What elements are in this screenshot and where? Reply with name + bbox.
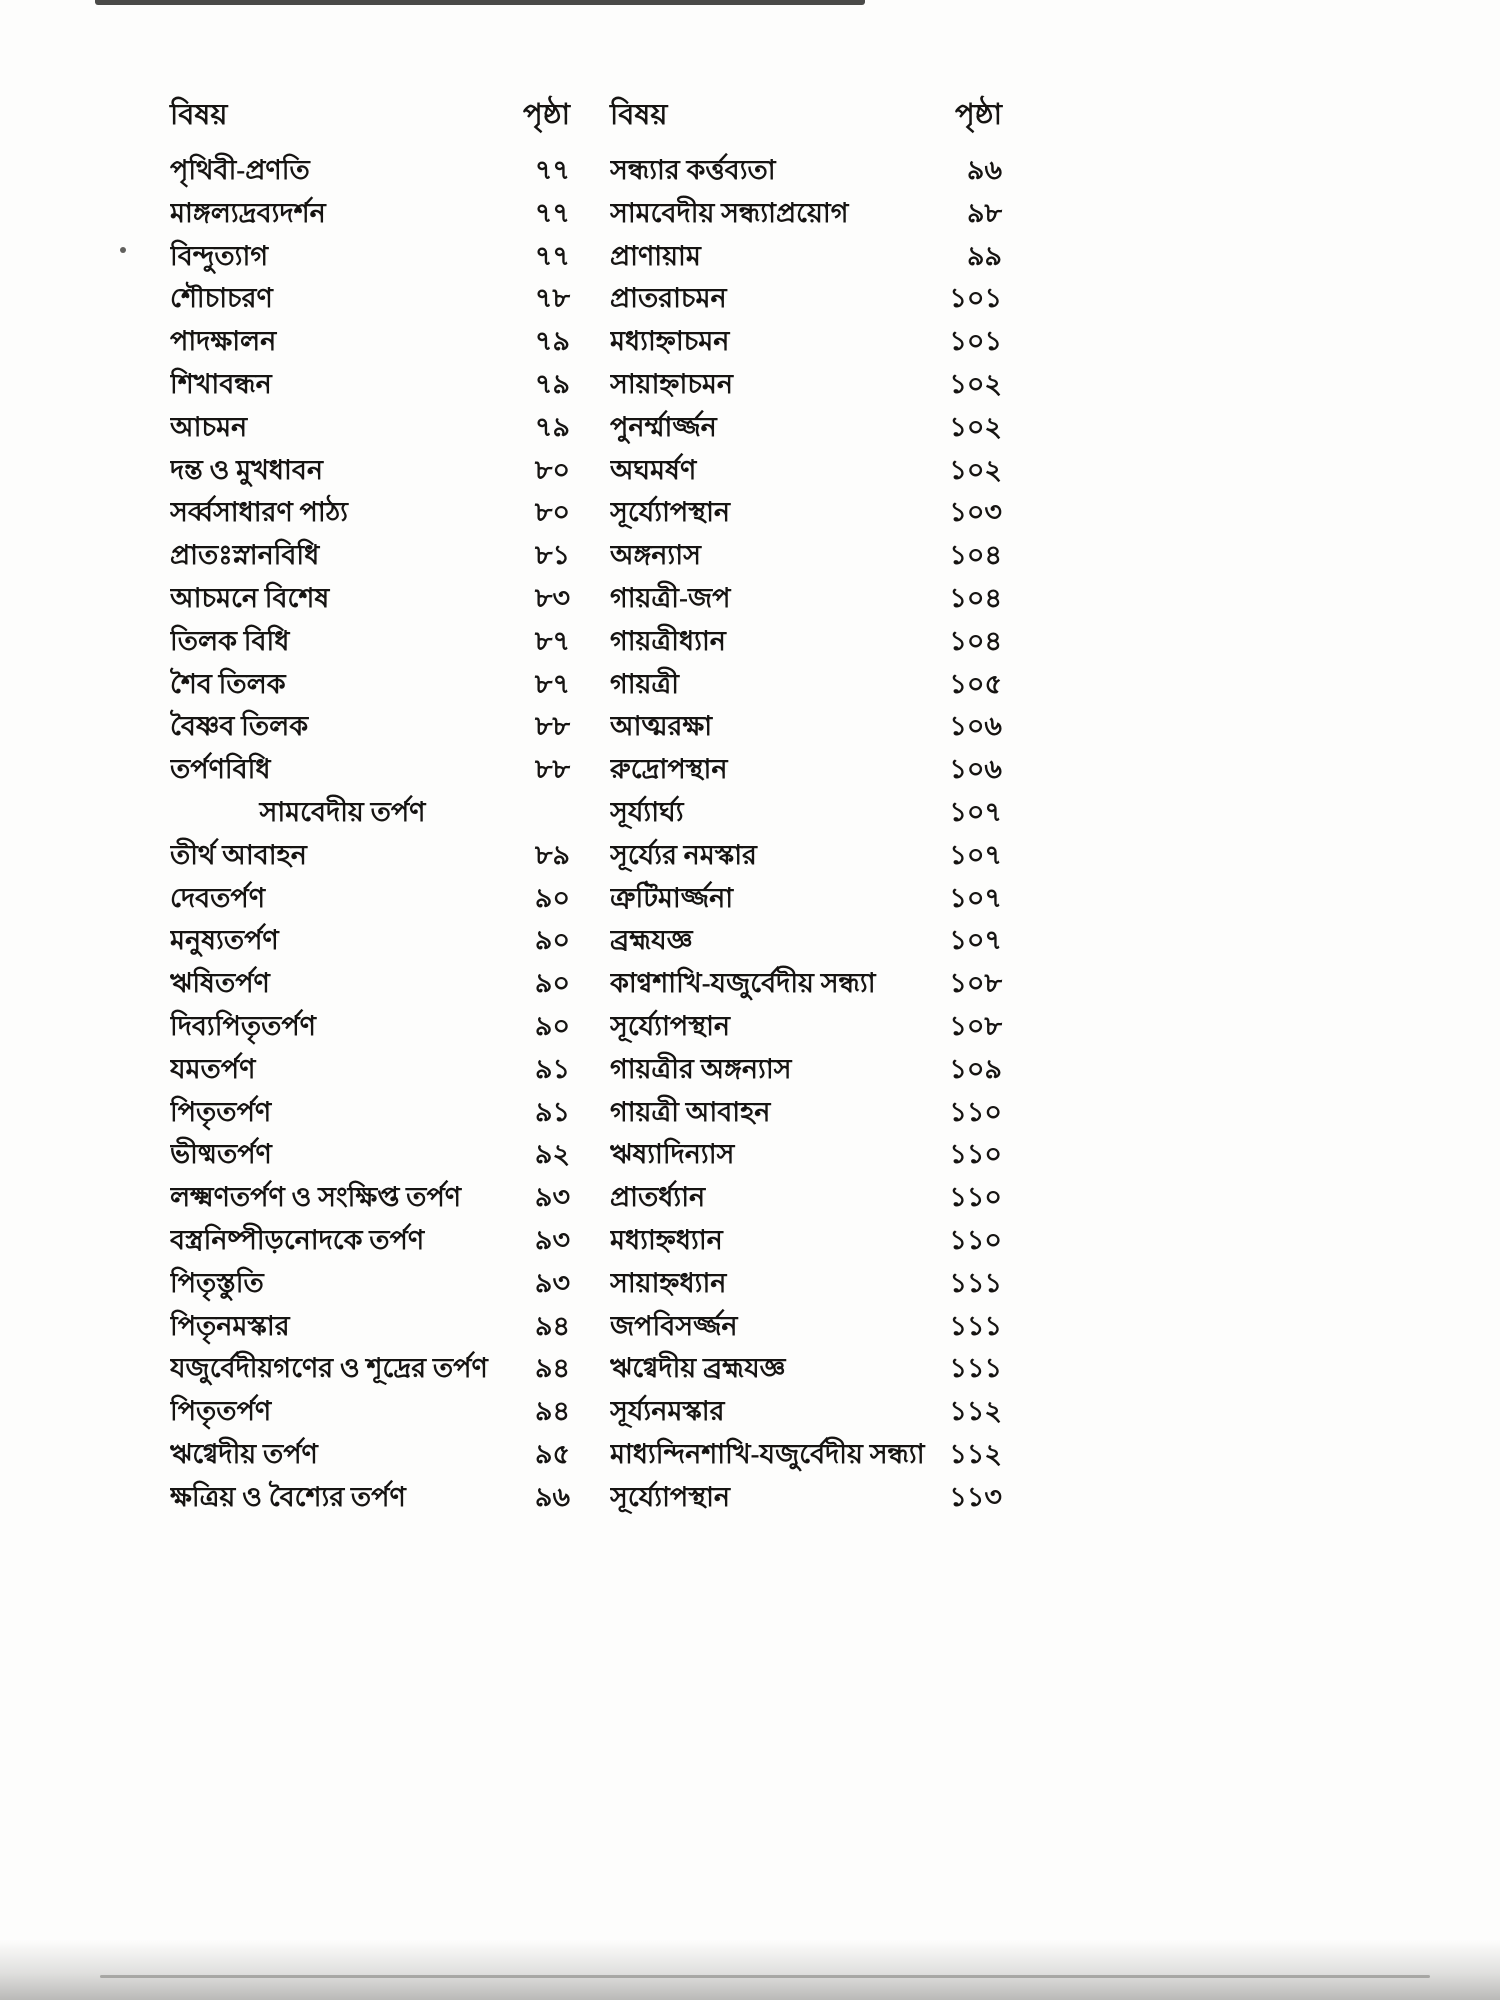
entry-page-number: ৯৩ [534,1182,570,1213]
entry-page-number: ৮৩ [534,582,570,613]
entry-title: আচমনে বিশেষ [170,582,330,613]
toc-row [610,364,1002,407]
entry-title: গায়ত্রীধ্যান [610,625,726,656]
entry-page-number: ১১২ [949,1438,1002,1469]
toc-row [170,1263,570,1306]
entry-page-number: ১০২ [949,454,1002,485]
entry-page-number: ৯০ [534,968,570,999]
toc-row [610,321,1002,364]
entry-page-number: ৮৭ [534,668,570,699]
entry-title: পুনর্ম্মার্জ্জন [610,411,717,442]
entry-title: দিব্যপিতৃতর্পণ [170,1010,316,1041]
toc-row [170,535,570,578]
entry-title: পৃথিবী-প্রণতি [170,155,310,185]
entry-title: ক্ষত্রিয় ও বৈশ্যের তর্পণ [170,1481,406,1512]
entry-title: শৈব তিলক [170,668,286,699]
entry-page-number: ১১১ [949,1353,1002,1384]
entry-page-number: ১০৪ [949,625,1002,656]
entry-title: প্রাণায়াম [610,240,701,271]
entry-page-number: ৮৮ [534,754,570,785]
toc-row [170,1306,570,1349]
entry-title: গায়ত্রী আবাহন [610,1096,771,1127]
entry-title: মাধ্যন্দিনশাখি-যজুর্বেদীয় সন্ধ্যা [610,1438,925,1469]
toc-row [610,407,1002,450]
toc-row [610,1177,1002,1220]
entry-page-number: ৭৭ [534,155,570,185]
toc-rows-left [170,150,570,1520]
entry-page-number: ১০৭ [949,796,1002,827]
entry-page-number: ৯৪ [534,1353,570,1384]
entry-title: পাদক্ষালন [170,326,277,357]
entry-page-number: ৯৩ [534,1224,570,1255]
entry-page-number: ৮৮ [534,711,570,742]
entry-title: প্রাতর্ধ্যান [610,1182,706,1213]
toc-row [610,450,1002,493]
entry-title: সর্ব্বসাধারণ পাঠ্য [170,497,348,528]
page-header-label: পৃষ্ঠা [955,99,1002,131]
entry-page-number: ৯১ [534,1096,570,1127]
entry-page-number: ৮০ [534,497,570,528]
entry-page-number: ৯৫ [534,1438,570,1469]
toc-row [610,835,1002,878]
entry-title: মনুষ্যতর্পণ [170,925,279,956]
entry-page-number: ১০৯ [949,1053,1002,1084]
entry-title: অঘমর্ষণ [610,454,697,485]
entry-page-number: ১০৩ [949,497,1002,528]
entry-page-number: ১১০ [949,1182,1002,1213]
entry-page-number: ১১১ [949,1267,1002,1298]
toc-row [610,578,1002,621]
toc-row [610,535,1002,578]
entry-page-number: ১০৪ [949,582,1002,613]
entry-page-number: ১১০ [949,1139,1002,1170]
entry-title: লক্ষ্মণতর্পণ ও সংক্ষিপ্ত তর্পণ [170,1182,462,1213]
entry-title: শৌচাচরণ [170,283,273,314]
toc-row [610,1434,1002,1477]
toc-row [170,835,570,878]
toc-row [170,492,570,535]
entry-page-number: ৭৭ [534,240,570,271]
subject-header-label: বিষয় [170,99,228,131]
entry-page-number: ৯৬ [966,155,1002,185]
toc-row [170,749,570,792]
entry-title: সন্ধ্যার কর্ত্তব্যতা [610,155,776,185]
entry-page-number: ১০১ [949,326,1002,357]
toc-row [170,1391,570,1434]
toc-row [610,1006,1002,1049]
entry-title: মধ্যাহ্নাচমন [610,326,730,357]
entry-title: ভীষ্মতর্পণ [170,1139,272,1170]
toc-row [610,706,1002,749]
toc-column-right [610,92,1002,1520]
entry-page-number: ১০৮ [949,968,1002,999]
entry-title: আচমন [170,411,248,442]
entry-title: যজুর্বেদীয়গণের ও শূদ্রের তর্পণ [170,1353,488,1384]
entry-title: বৈষ্ণব তিলক [170,711,309,742]
entry-page-number: ১০৮ [949,1010,1002,1041]
entry-title: ঋষিতর্পণ [170,968,270,999]
toc-row [170,450,570,493]
toc-row [170,920,570,963]
entry-page-number: ৯১ [534,1053,570,1084]
toc-row [610,878,1002,921]
toc-row [610,1477,1002,1520]
entry-page-number: ১০৬ [949,711,1002,742]
entry-page-number: ১০২ [949,368,1002,399]
entry-title: সূর্য্যের নমস্কার [610,839,757,870]
entry-title: ঋগ্বেদীয় ব্রহ্মযজ্ঞ [610,1353,786,1384]
toc-row [610,193,1002,236]
toc-row [610,749,1002,792]
toc-row [610,1220,1002,1263]
toc-row [170,1177,570,1220]
toc-row [170,1477,570,1520]
entry-page-number: ১০৪ [949,540,1002,571]
entry-title: পিতৃতর্পণ [170,1396,272,1427]
entry-page-number: ৮০ [534,454,570,485]
entry-title: পিতৃতর্পণ [170,1096,272,1127]
column-header [170,92,570,150]
entry-title: সামবেদীয় সন্ধ্যাপ্রয়োগ [610,197,849,228]
entry-page-number: ৯০ [534,882,570,913]
toc-row [610,621,1002,664]
entry-page-number: ৭৮ [534,283,570,314]
toc-row [610,963,1002,1006]
entry-title: বস্ত্রনিষ্পীড়নোদকে তর্পণ [170,1224,425,1255]
entry-title: রুদ্রোপস্থান [610,754,728,785]
entry-title: আত্মরক্ষা [610,711,713,742]
entry-title: পিতৃনমস্কার [170,1310,290,1341]
toc-row [170,963,570,1006]
toc-row [610,920,1002,963]
toc-row [170,878,570,921]
entry-title: শিখাবন্ধন [170,368,272,399]
toc-row [610,1391,1002,1434]
entry-page-number: ৯৪ [534,1310,570,1341]
entry-title: সূর্য্যোপস্থান [610,497,731,528]
entry-title: প্রাতরাচমন [610,283,727,314]
entry-page-number: ১০৭ [949,882,1002,913]
entry-page-number: ১০১ [949,283,1002,314]
entry-page-number: ৯২ [534,1139,570,1170]
toc-row [170,706,570,749]
entry-title: তিলক বিধি [170,625,290,656]
toc-row [610,1049,1002,1092]
entry-page-number: ৯০ [534,925,570,956]
toc-row [170,321,570,364]
entry-title: মধ্যাহ্নধ্যান [610,1224,723,1255]
toc-row [610,1263,1002,1306]
entry-title: সূর্য্যার্ঘ্য [610,796,684,827]
toc-row [170,1348,570,1391]
entry-page-number: ১০৫ [949,668,1002,699]
toc-row [170,193,570,236]
entry-title: ব্রহ্মযজ্ঞ [610,925,693,956]
entry-title: সায়াহ্নাচমন [610,368,733,399]
entry-title: জপবিসর্জ্জন [610,1310,738,1341]
entry-title: গায়ত্রী-জপ [610,582,731,613]
toc-row [170,1006,570,1049]
entry-title: সায়াহ্নধ্যান [610,1267,727,1298]
entry-title: ঋষ্যাদিন্যাস [610,1139,735,1170]
entry-page-number: ১১০ [949,1096,1002,1127]
entry-page-number: ৯৬ [534,1481,570,1512]
toc-row [170,1134,570,1177]
entry-page-number: ১১১ [949,1310,1002,1341]
toc-row [170,621,570,664]
toc-row [170,1092,570,1135]
entry-title: সূর্য্যোপস্থান [610,1010,731,1041]
section-heading-text: সামবেদীয় তর্পণ [259,796,426,827]
toc-row [170,1220,570,1263]
scan-artifact-top-line [95,0,865,5]
toc-column-left [170,92,570,1520]
entry-title: মাঙ্গল্যদ্রব্যদর্শন [170,197,326,228]
toc-row [170,1434,570,1477]
toc-row [610,150,1002,193]
entry-title: সূর্য্যনমস্কার [610,1396,725,1427]
entry-page-number: ৭৯ [534,368,570,399]
toc-row [170,664,570,707]
entry-page-number: ৮৭ [534,625,570,656]
column-header [610,92,1002,150]
toc-row [610,664,1002,707]
entry-page-number: ১০৭ [949,925,1002,956]
entry-title: দেবতর্পণ [170,882,266,913]
entry-page-number: ৭৯ [534,326,570,357]
toc-row [610,492,1002,535]
entry-page-number: ১০৭ [949,839,1002,870]
entry-page-number: ৯০ [534,1010,570,1041]
entry-title: কাণ্বশাখি-যজুর্বেদীয় সন্ধ্যা [610,968,876,999]
entry-page-number: ৭৭ [534,197,570,228]
entry-page-number: ৭৯ [534,411,570,442]
toc-rows-right [610,150,1002,1520]
entry-page-number: ১১০ [949,1224,1002,1255]
entry-title: তর্পণবিধি [170,754,271,785]
entry-title: প্রাতঃস্নানবিধি [170,540,320,571]
entry-title: ত্রুটিমার্জ্জনা [610,882,734,913]
toc-row [610,278,1002,321]
entry-page-number: ৯৯ [966,240,1002,271]
entry-page-number: ৯৩ [534,1267,570,1298]
entry-page-number: ১১৩ [949,1481,1002,1512]
entry-title: সূর্য্যোপস্থান [610,1481,731,1512]
section-heading [170,792,570,835]
entry-title: পিতৃস্তুতি [170,1267,264,1298]
entry-page-number: ৮৯ [534,839,570,870]
entry-page-number: ১১২ [949,1396,1002,1427]
entry-title: অঙ্গন্যাস [610,540,701,571]
entry-title: গায়ত্রীর অঙ্গন্যাস [610,1053,792,1084]
entry-page-number: ৮১ [534,540,570,571]
entry-title: গায়ত্রী [610,668,679,699]
toc-row [610,236,1002,279]
toc-row [170,1049,570,1092]
toc-row [170,407,570,450]
toc-row [610,1092,1002,1135]
toc-row [610,1348,1002,1391]
toc-row [170,364,570,407]
entry-title: যমতর্পণ [170,1053,256,1084]
page-header-label: পৃষ্ঠা [523,99,570,131]
toc-row [610,1134,1002,1177]
entry-title: বিন্দুত্যাগ [170,240,269,271]
entry-title: তীর্থ আবাহন [170,839,307,870]
entry-title: ঋগ্বেদীয় তর্পণ [170,1438,318,1469]
subject-header-label: বিষয় [610,99,668,131]
scan-artifact-bottom-band [0,1940,1500,2000]
toc-row [170,278,570,321]
entry-page-number: ৯৮ [966,197,1002,228]
scan-artifact-dot [120,247,126,253]
toc-row [610,1306,1002,1349]
toc-row [170,578,570,621]
toc-row [170,150,570,193]
toc-row [170,236,570,279]
entry-page-number: ১০৬ [949,754,1002,785]
toc-row [610,792,1002,835]
entry-page-number: ১০২ [949,411,1002,442]
entry-page-number: ৯৪ [534,1396,570,1427]
entry-title: দন্ত ও মুখধাবন [170,454,323,485]
